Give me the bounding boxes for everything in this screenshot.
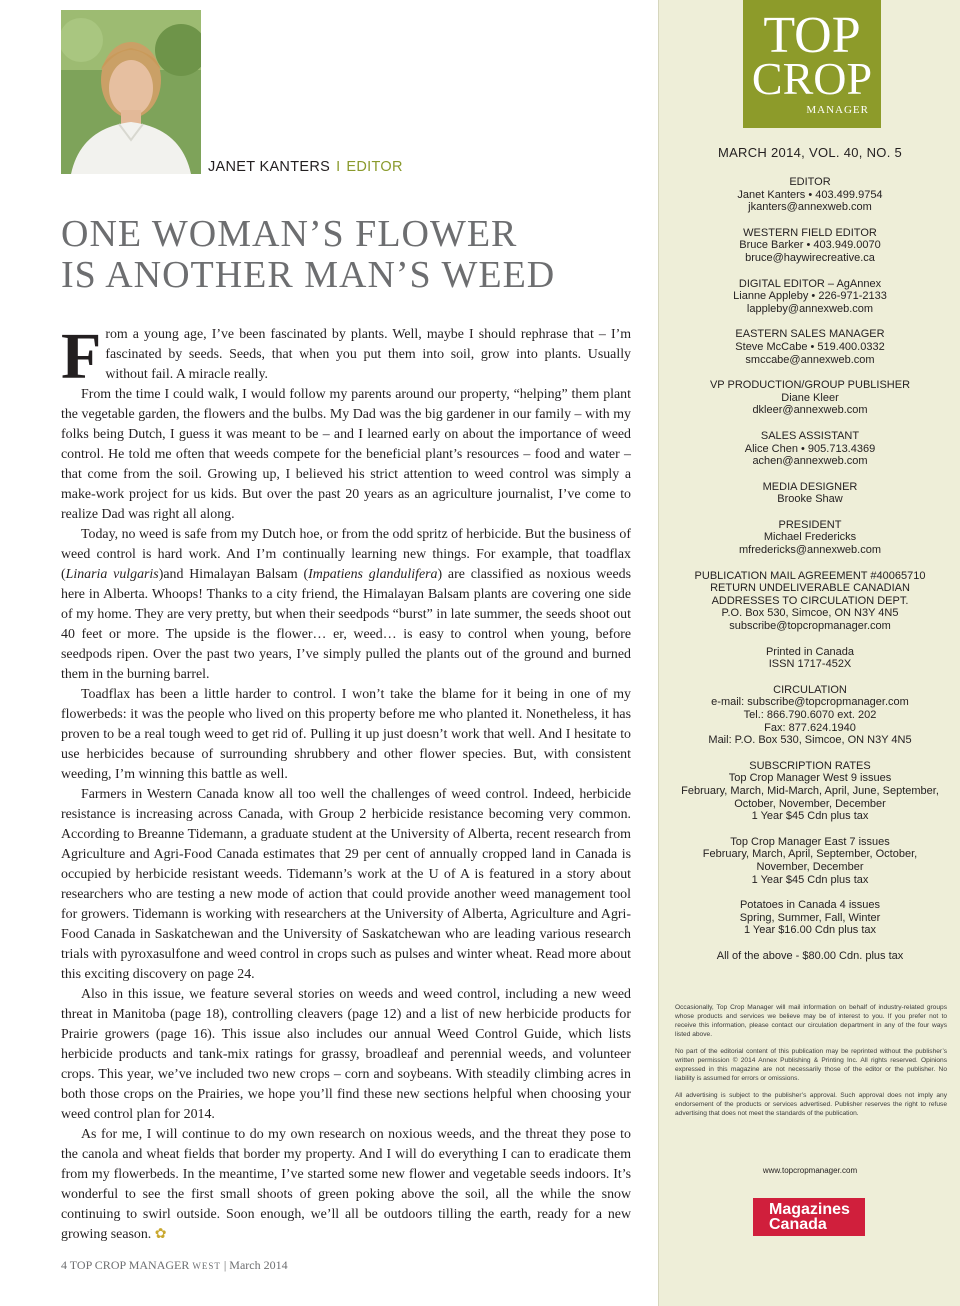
role-title: PRESIDENT bbox=[778, 518, 842, 531]
masthead-eastern-sales bbox=[659, 328, 960, 366]
contact-line: Janet Kanters • 403.499.9754 bbox=[737, 188, 883, 201]
website-url: www.topcropmanager.com bbox=[762, 1166, 858, 1175]
logo-manager: MANAGER bbox=[806, 104, 869, 116]
info-line: 1 Year $45 Cdn plus tax bbox=[751, 873, 869, 886]
masthead-western-editor bbox=[659, 227, 960, 265]
drop-cap: F bbox=[61, 320, 102, 393]
contact-email: mfredericks@annexweb.com bbox=[739, 544, 881, 557]
badge-line-2: Canada bbox=[769, 1216, 827, 1233]
info-line: Mail: P.O. Box 530, Simcoe, ON N3Y 4N5 bbox=[708, 734, 912, 747]
masthead-president bbox=[659, 519, 960, 557]
contact-line: Michael Fredericks bbox=[763, 531, 857, 544]
info-line: ISSN 1717-452X bbox=[768, 658, 852, 671]
page-footer bbox=[61, 1258, 288, 1273]
masthead-editor bbox=[659, 176, 960, 214]
article-paragraph bbox=[61, 320, 631, 393]
contact-email: dkleer@annexweb.com bbox=[752, 404, 868, 417]
byline-name: JANET KANTERS bbox=[208, 159, 331, 175]
article-paragraph: Also in this issue, we feature several stories on weeds and weed control, including a new weed threat in Manitoba (page 18), controlling cleavers (page 12) and a list of new herbicide products for Prairie growers (page 16). This issue also includes our annual Weed Control Guide, which lists herbicide products and tank-mix ratings for grassy, broadleaf and perennial weeds, and volunteer crops. This year, we’ve included two new crops – corn and soybeans. With steadily climbing acres in both those crops on the Prairies, we hope you’ll find these new sections helpful when choosing your weed control plan for 2014. bbox=[61, 987, 631, 1122]
contact-line: Diane Kleer bbox=[781, 391, 839, 404]
contact-email: jkanters@annexweb.com bbox=[748, 201, 872, 214]
role-title: EASTERN SALES MANAGER bbox=[735, 328, 885, 341]
info-line: Potatoes in Canada 4 issues bbox=[739, 899, 881, 912]
logo-top: TOP bbox=[763, 7, 861, 64]
contact-line: Bruce Barker • 403.949.0070 bbox=[739, 239, 881, 252]
maple-leaf-icon: ✿ bbox=[154, 1227, 167, 1242]
footer-edition: WEST bbox=[192, 1261, 221, 1271]
info-line: ADDRESSES TO CIRCULATION DEPT. bbox=[711, 594, 909, 607]
info-line: e-mail: subscribe@topcropmanager.com bbox=[711, 696, 909, 709]
editor-portrait-illustration bbox=[61, 10, 201, 174]
info-line: November, December bbox=[756, 860, 864, 873]
masthead-sidebar bbox=[658, 0, 960, 1306]
paragraph-text: rom a young age, I’ve been fascinated by plants. Well, maybe I should rephrase that – I’m fascinated by seeds. Seeds, that when you put them into soil, grow into plants. Usually without fail. A miracle really. bbox=[105, 327, 631, 382]
paragraph-text: )and Himalayan Balsam ( bbox=[158, 567, 309, 582]
headline bbox=[61, 214, 621, 296]
info-line: Spring, Summer, Fall, Winter bbox=[739, 911, 881, 924]
footer-divider: | bbox=[223, 1258, 227, 1272]
contact-email: smccabe@annexweb.com bbox=[745, 353, 875, 366]
article-paragraph: From the time I could walk, I would follow my parents around our property, “helping” them plant the vegetable garden, the flowers and the bulbs. My Dad was the big gardener in our family – with my folks being Dutch, I guess it was meant to be – and I learned early on about the importance of weed control. He told me often that weeds compete for the beneficial plant’s resources – food and water – that come from the soil. Growing up, I believed his strict attention to weed control was simply a make-work project for us kids. But over the past 20 years as an agriculture journalist, I’ve come to realize Dad was right all along. bbox=[61, 387, 631, 522]
editor-photo bbox=[61, 10, 201, 174]
info-line: Top Crop Manager West 9 issues bbox=[728, 772, 892, 785]
latin-name: Linaria vulgaris bbox=[65, 567, 159, 582]
info-line: October, November, December bbox=[734, 797, 886, 810]
footer-magazine: TOP CROP MANAGER bbox=[69, 1258, 190, 1272]
fine-print bbox=[675, 1003, 947, 1126]
contact-email: achen@annexweb.com bbox=[752, 455, 868, 468]
fine-print-paragraph: Occasionally, Top Crop Manager will mail information on behalf of industry-related groups whose products and services we believe may be of interest to you. If you prefer not to receive this information, please contact our circulation department in any of the four ways listed above. bbox=[675, 1004, 947, 1038]
headline-line-2: IS ANOTHER MAN’S WEED bbox=[61, 254, 556, 296]
masthead-publication-agreement bbox=[659, 570, 960, 633]
top-crop-manager-logo bbox=[743, 0, 881, 128]
article-paragraph: Toadflax has been a little harder to control. I won’t take the blame for it being in one of my flowerbeds: it was the people who lived on this property before me who planted it. Nonetheless, it has proven to be a real tough weed to get rid of. Pulling it up just doesn’t work that well. And I hesitate to use herbicides because of surrounding shrubbery and other flower species. But, with consistent weeding, I’m winning this battle as well. bbox=[61, 687, 631, 782]
contact-email: lappleby@annexweb.com bbox=[746, 302, 874, 315]
masthead-contacts bbox=[659, 176, 960, 976]
article-paragraph: Farmers in Western Canada know all too well the challenges of weed control. Indeed, herbicide resistance is increasing across Canada, with Group 2 herbicide resistance becoming very common. According to Breanne Tidemann, a graduate student at the University of Alberta, recent research from Agriculture and Agri-Food Canada estimates that 29 per cent of annually cropped land in Canada is occupied by herbicide resistant weeds. Tidemann’s work at the U of A is featured in a story about researchers who are testing a new mode of action that could provide another weed management tool for growers. Tidemann is working with researchers at the University of Alberta, Agriculture and Agri-Food Canada in Saskatchewan and the University of Saskatchewan who are leading various research trials with pyroxasulfone and weed control in crops such as pulses and winter wheat. Read more about this exciting discovery on page 24. bbox=[61, 787, 631, 982]
info-line: All of the above - $80.00 Cdn. plus tax bbox=[716, 949, 904, 962]
masthead-subscription-rates bbox=[659, 760, 960, 823]
info-line: subscribe@topcropmanager.com bbox=[729, 620, 891, 633]
paragraph-text: ) are classified as noxious weeds here in Alberta. Whoops! Thanks to a city friend, the Himalayan Balsam plants are covering one side of my home. They are very pretty, but when their seedpods “burst” in late summer, the seeds shoot out 40 feet or more. The upside is the flower… er, weed… is easy to control when young, before seedpods ripen. Over the past two years, I’ve simply pulled the plants out of the ground and burned them in the burning barrel. bbox=[61, 567, 631, 682]
masthead-circulation bbox=[659, 684, 960, 747]
masthead-printed bbox=[659, 646, 960, 671]
byline bbox=[208, 159, 403, 175]
article-paragraph bbox=[61, 525, 631, 685]
masthead-designer bbox=[659, 481, 960, 506]
logo-crop: CROP bbox=[751, 53, 873, 104]
info-line: PUBLICATION MAIL AGREEMENT #40065710 bbox=[694, 569, 926, 582]
info-line: 1 Year $45 Cdn plus tax bbox=[751, 810, 869, 823]
info-line: 1 Year $16.00 Cdn plus tax bbox=[743, 924, 877, 937]
role-title: CIRCULATION bbox=[773, 683, 847, 696]
role-title: VP PRODUCTION/GROUP PUBLISHER bbox=[709, 379, 911, 392]
magazines-canada-logo bbox=[753, 1198, 865, 1236]
info-line: February, March, Mid-March, April, June, September, bbox=[681, 784, 939, 797]
role-title: DIGITAL EDITOR – AgAnnex bbox=[738, 277, 882, 290]
masthead-potatoes-rates bbox=[659, 899, 960, 937]
page-number: 4 bbox=[61, 1258, 67, 1272]
byline-separator: I bbox=[336, 159, 341, 175]
fine-print-paragraph: No part of the editorial content of this publication may be reprinted without the publisher’s written permission © 2014 Annex Publishing & Printing Inc. All rights reserved. Opinions expressed in this magazine are not necessarily those of the editor or the publisher. No liability is assumed for errors or omissions. bbox=[675, 1048, 947, 1082]
paragraph-text: As for me, I will continue to do my own research on noxious weeds, and the threat they pose to the canola and wheat fields that border my property. And I will do everything I can to eradicate them from my flowerbeds. In the meantime, I’ve started some new flower and vegetable seeds indoors. It’s wonderful to see the first small shoots of green poking above the soil, all the while the snow continuing to swirl outside. Soon enough, we’ll all be outdoors tilling the earth, ready for a new growing season. bbox=[61, 1127, 631, 1242]
contact-line: Brooke Shaw bbox=[777, 493, 843, 506]
paragraph-text: Today, no weed is safe from my Dutch hoe, or from the odd spritz of herbicide. But the business of weed control is hard work. And I’m continually learning new things. For example, that toadflax ( bbox=[61, 527, 631, 582]
masthead-vp bbox=[659, 379, 960, 417]
contact-line: Alice Chen • 905.713.4369 bbox=[744, 442, 876, 455]
role-title: SALES ASSISTANT bbox=[760, 429, 860, 442]
contact-line: Steve McCabe • 519.400.0332 bbox=[735, 340, 885, 353]
info-line: Printed in Canada bbox=[765, 645, 855, 658]
role-title: SUBSCRIPTION RATES bbox=[749, 759, 871, 772]
role-title: EDITOR bbox=[789, 176, 831, 188]
masthead-east-rates bbox=[659, 836, 960, 886]
info-line: Top Crop Manager East 7 issues bbox=[730, 835, 890, 848]
issue-info: MARCH 2014, VOL. 40, NO. 5 bbox=[717, 145, 903, 160]
masthead-sales-assistant bbox=[659, 430, 960, 468]
info-line: RETURN UNDELIVERABLE CANADIAN bbox=[710, 582, 910, 595]
headline-line-1: ONE WOMAN’S FLOWER bbox=[61, 213, 518, 255]
role-title: MEDIA DESIGNER bbox=[762, 480, 858, 493]
masthead-all-rates bbox=[659, 950, 960, 963]
contact-email: bruce@haywirecreative.ca bbox=[745, 251, 875, 264]
footer-date: March 2014 bbox=[229, 1258, 288, 1272]
info-line: P.O. Box 530, Simcoe, ON N3Y 4N5 bbox=[721, 607, 899, 620]
fine-print-paragraph: All advertising is subject to the publisher’s approval. Such approval does not imply any endorsement of the products or services advertised. Publisher reserves the right to refuse advertising that does not meet the standards of the publication. bbox=[675, 1092, 947, 1117]
latin-name: Impatiens glandulifera bbox=[308, 567, 438, 582]
role-title: WESTERN FIELD EDITOR bbox=[743, 226, 877, 239]
info-line: Tel.: 866.790.6070 ext. 202 bbox=[743, 709, 877, 721]
masthead-digital-editor bbox=[659, 278, 960, 316]
contact-line: Lianne Appleby • 226-971-2133 bbox=[733, 290, 887, 303]
badge-line-1: Magazines bbox=[769, 1201, 850, 1218]
info-line: Fax: 877.624.1940 bbox=[764, 721, 856, 734]
article-paragraph bbox=[61, 1125, 631, 1245]
byline-role: EDITOR bbox=[346, 159, 403, 175]
article-body bbox=[61, 320, 631, 1245]
info-line: February, March, April, September, October, bbox=[702, 848, 918, 861]
